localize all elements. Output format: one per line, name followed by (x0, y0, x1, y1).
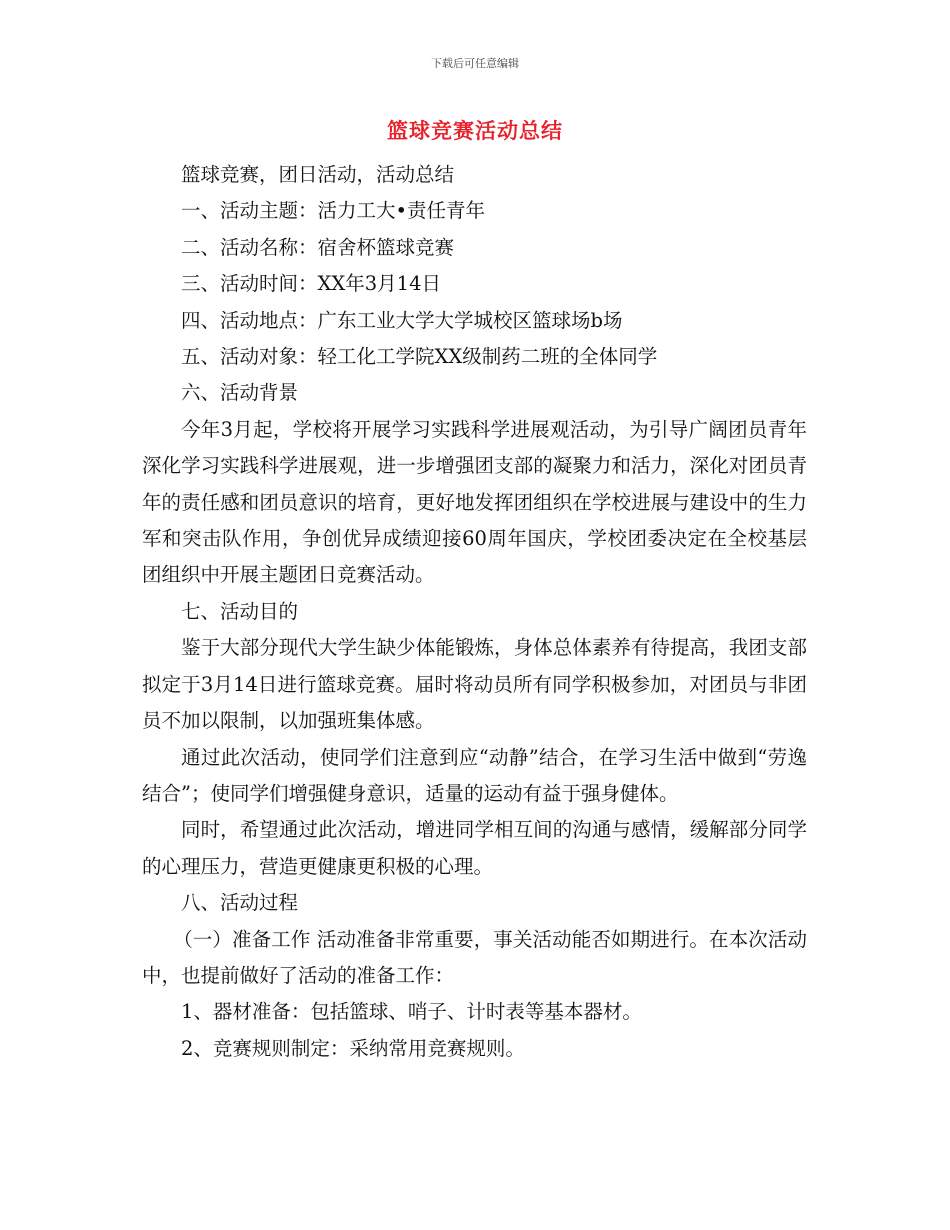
paragraph-purpose-1: 鉴于大部分现代大学生缺少体能锻炼，身体总体素养有待提高，我团支部拟定于3月14日进行篮球竞赛。届时将动员所有同学积极参加，对团员与非团员不加以限制，以加强班集体感。 (142, 636, 807, 733)
paragraph-time: 三、活动时间：XX年3月14日 (181, 272, 441, 296)
paragraph-equipment: 1、器材准备：包括篮球、哨子、计时表等基本器材。 (181, 1000, 642, 1024)
header-note: 下载后可任意编辑 (431, 57, 519, 70)
paragraph-location: 四、活动地点：广东工业大学大学城校区篮球场b场 (181, 308, 623, 332)
paragraph-name: 二、活动名称：宿舍杯篮球竞赛 (181, 235, 455, 259)
paragraph-purpose-3: 同时，希望通过此次活动，增进同学相互间的沟通与感情，缓解部分同学的心理压力，营造更健康更积极的心理。 (142, 818, 807, 878)
section-heading-background: 六、活动背景 (181, 381, 299, 405)
paragraph-background: 今年3月起，学校将开展学习实践科学进展观活动，为引导广阔团员青年深化学习实践科学进展观，进一步增强团支部的凝聚力和活力，深化对团员青年的责任感和团员意识的培育，更好地发挥团组织在学校进展与建设中的生力军和突击队作用，争创优异成绩迎接60周年国庆，学校团委决定在全校基层团组织中开展主题团日竞赛活动。 (142, 417, 807, 587)
section-heading-purpose: 七、活动目的 (181, 599, 299, 623)
paragraph-rules: 2、竞赛规则制定：采纳常用竞赛规则。 (181, 1036, 525, 1060)
paragraph-keywords: 篮球竞赛，团日活动，活动总结 (181, 163, 455, 186)
document-title: 篮球竞赛活动总结 (387, 119, 563, 143)
paragraph-purpose-2: 通过此次活动，使同学们注意到应“动静”结合，在学习生活中做到“劳逸结合”；使同学们增强健身意识，适量的运动有益于强身健体。 (142, 745, 807, 805)
paragraph-preparation: （一）准备工作 活动准备非常重要，事关活动能否如期进行。在本次活动中，也提前做好了活动的准备工作： (142, 927, 807, 987)
paragraph-participants: 五、活动对象：轻工化工学院XX级制药二班的全体同学 (181, 345, 658, 369)
paragraph-theme: 一、活动主题：活力工大•责任青年 (181, 199, 486, 223)
section-heading-process: 八、活动过程 (181, 891, 299, 915)
document-body (142, 157, 807, 1067)
